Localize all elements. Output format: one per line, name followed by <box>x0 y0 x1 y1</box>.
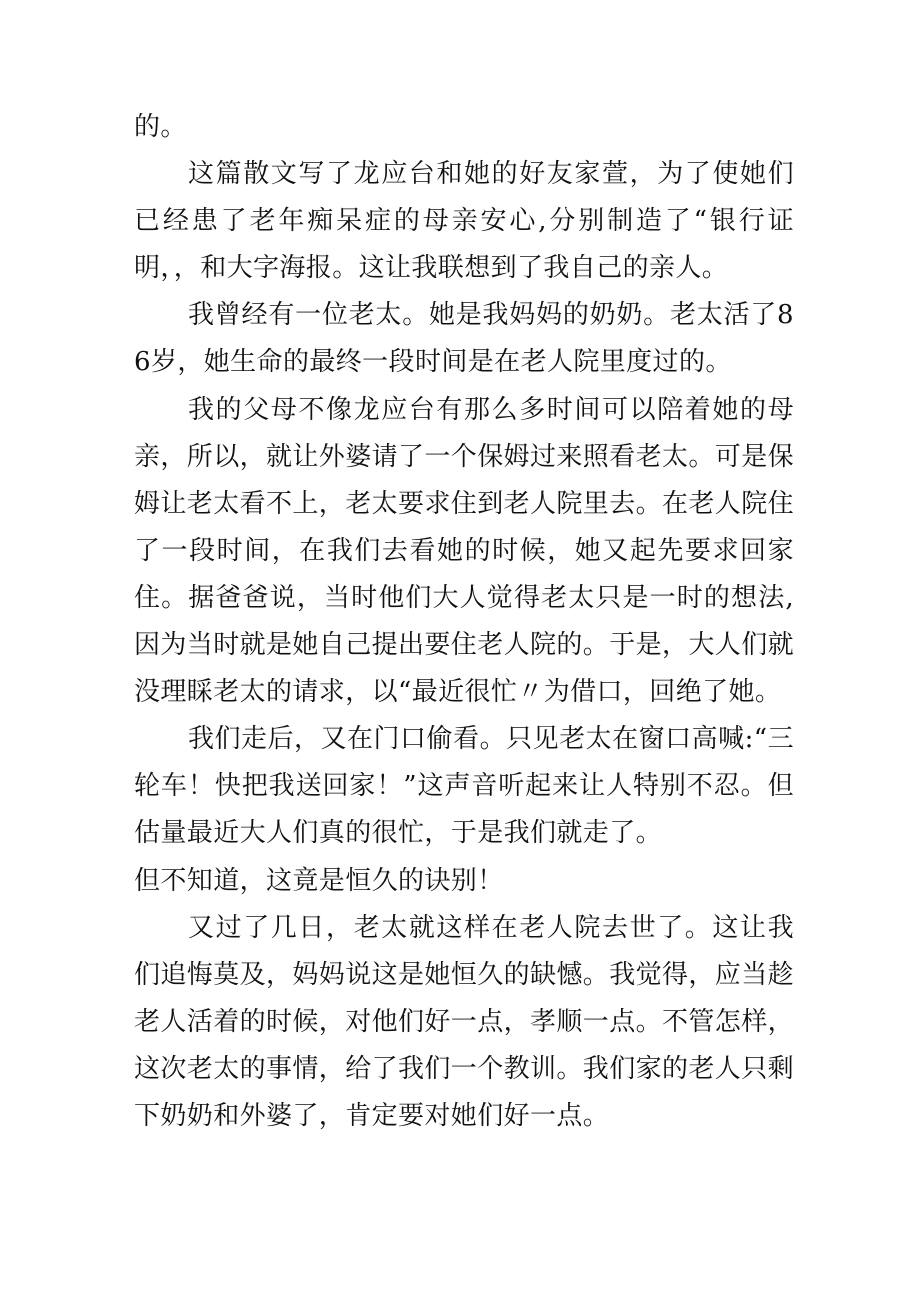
essay-body <box>134 104 794 1140</box>
paragraph-5: 我们走后，又在门口偷看。只见老太在窗口高喊:“三轮车！快把我送回家！”这声音听起来让人特别不忍。但估量最近大人们真的很忙，于是我们就走了。 <box>134 724 794 849</box>
paragraph-6: 但不知道，这竟是恒久的诀别！ <box>134 865 504 896</box>
paragraph-7: 又过了几日，老太就这样在老人院去世了。这让我们追悔莫及，妈妈说这是她恒久的缺憾。我觉得，应当趁老人活着的时候，对他们好一点，孝顺一点。不管怎样，这次老太的事情，给了我们一个教训。我们家的老人只剩下奶奶和外婆了，肯定要对她们好一点。 <box>134 912 795 1131</box>
paragraph-3: 我曾经有一位老太。她是我妈妈的奶奶。老太活了86岁，她生命的最终一段时间是在老人院里度过的。 <box>134 300 794 378</box>
paragraph-4: 我的父母不像龙应台有那么多时间可以陪着她的母亲，所以，就让外婆请了一个保姆过来照看老太。可是保姆让老太看不上，老太要求住到老人院里去。在老人院住了一段时间，在我们去看她的时候，她又起先要求回家住。据爸爸说，当时他们大人觉得老太只是一时的想法,因为当时就是她自己提出要住老人院的。于是，大人们就没理睬老太的请求，以“最近很忙〃为借口，回绝了她。 <box>134 394 795 708</box>
paragraph-2: 这篇散文写了龙应台和她的好友家萱，为了使她们已经患了老年痴呆症的母亲安心,分别制造了“银行证明，，和大字海报。这让我联想到了我自己的亲人。 <box>134 159 794 284</box>
paragraph-1: 的。 <box>134 112 187 142</box>
